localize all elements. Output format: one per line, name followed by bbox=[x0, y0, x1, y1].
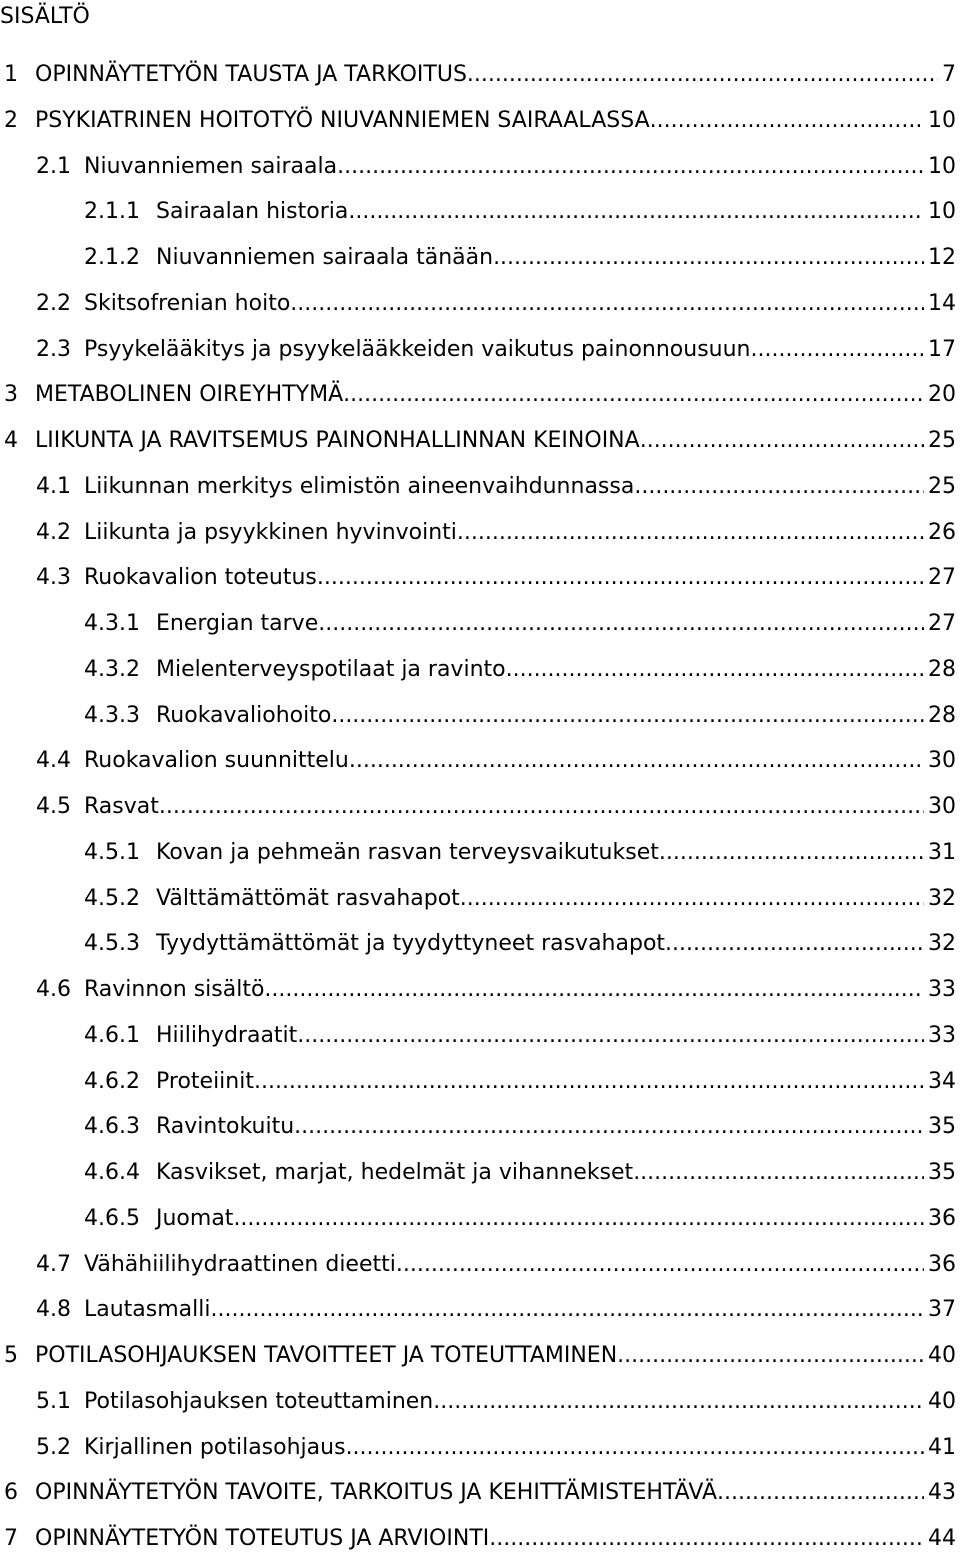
toc-entry-number: 2 bbox=[4, 107, 18, 133]
toc-entry-line bbox=[4, 372, 956, 418]
toc-entry-number: 6 bbox=[4, 1480, 18, 1506]
toc-heading: SISÄLTÖ bbox=[0, 4, 90, 29]
toc-dot-leader bbox=[337, 144, 924, 190]
toc-entry[interactable] bbox=[0, 1470, 960, 1516]
toc-entry-number: 4.6.2 bbox=[84, 1068, 140, 1094]
toc-entry-line bbox=[84, 1104, 956, 1150]
toc-entry-title: Ruokavalion suunnittelu bbox=[84, 748, 349, 774]
toc-entry-number: 4.7 bbox=[36, 1251, 71, 1277]
toc-entry-number: 4.8 bbox=[36, 1297, 71, 1323]
toc-entry[interactable] bbox=[0, 601, 960, 647]
toc-entry-number: 5.1 bbox=[36, 1388, 71, 1414]
toc-entry-page-number: 32 bbox=[928, 885, 956, 911]
toc-entry-title: Sairaalan historia bbox=[156, 199, 349, 225]
toc-entry-page-number: 34 bbox=[928, 1068, 956, 1094]
toc-entry-page-number: 10 bbox=[928, 153, 956, 179]
toc-entry-title: Niuvanniemen sairaala bbox=[84, 153, 338, 179]
toc-entry-number: 7 bbox=[4, 1526, 18, 1551]
toc-entry-page-number: 17 bbox=[928, 336, 956, 362]
toc-dot-leader bbox=[290, 281, 924, 327]
toc-entry-page-number: 30 bbox=[928, 794, 956, 819]
toc-entry-title: Lautasmalli bbox=[84, 1297, 211, 1323]
toc-entry-line bbox=[84, 830, 956, 876]
toc-entry[interactable] bbox=[0, 464, 960, 510]
toc-entry-number: 5 bbox=[4, 1343, 18, 1368]
toc-entry-number: 4.6.4 bbox=[84, 1160, 140, 1185]
toc-entry-line bbox=[4, 418, 956, 464]
toc-entry-number: 4.2 bbox=[36, 519, 71, 545]
toc-entry[interactable] bbox=[0, 1425, 960, 1471]
toc-entry[interactable] bbox=[0, 1013, 960, 1059]
toc-entry-number: 2.1.1 bbox=[84, 199, 140, 225]
toc-entry[interactable] bbox=[0, 830, 960, 876]
toc-entry[interactable] bbox=[0, 921, 960, 967]
toc-entry[interactable] bbox=[0, 647, 960, 693]
toc-entry[interactable] bbox=[0, 418, 960, 464]
toc-entry-page-number: 31 bbox=[928, 839, 956, 865]
toc-entry[interactable] bbox=[0, 1287, 960, 1333]
toc-dot-leader bbox=[348, 189, 924, 235]
toc-entry-title: Hiilihydraatit bbox=[156, 1022, 298, 1048]
toc-entry-number: 1 bbox=[4, 62, 18, 87]
toc-entry-number: 4.5.3 bbox=[84, 931, 140, 957]
toc-entry-line bbox=[84, 189, 956, 235]
toc-entry-page-number: 25 bbox=[928, 428, 956, 453]
toc-dot-leader bbox=[650, 98, 924, 144]
toc-entry[interactable] bbox=[0, 1333, 960, 1379]
toc-entry-page-number: 35 bbox=[928, 1114, 956, 1140]
toc-entry[interactable] bbox=[0, 1516, 960, 1562]
toc-entry-page-number: 28 bbox=[928, 702, 956, 728]
toc-entry[interactable] bbox=[0, 372, 960, 418]
toc-entry-page-number: 30 bbox=[928, 748, 956, 774]
toc-entry-line bbox=[84, 876, 956, 922]
toc-entry[interactable] bbox=[0, 235, 960, 281]
toc-entry-title: Juomat bbox=[156, 1205, 234, 1231]
toc-entry-line bbox=[36, 1287, 956, 1333]
toc-entry-line bbox=[36, 510, 956, 556]
toc-entry-line bbox=[36, 784, 956, 830]
toc-entry-line bbox=[36, 1379, 956, 1425]
toc-entry-number: 2.1.2 bbox=[84, 245, 140, 270]
toc-entry-title: Välttämättömät rasvahapot bbox=[156, 885, 460, 911]
toc-entry-title: Proteiinit bbox=[156, 1068, 254, 1094]
toc-entry-page-number: 12 bbox=[928, 245, 956, 270]
toc-entry-title: Ravinnon sisältö bbox=[84, 977, 265, 1002]
toc-entry-line bbox=[4, 1470, 956, 1516]
toc-entry[interactable] bbox=[0, 876, 960, 922]
toc-dot-leader bbox=[457, 510, 924, 556]
toc-entry-title: Ruokavalion toteutus bbox=[84, 565, 317, 591]
toc-entry-line bbox=[36, 281, 956, 327]
toc-entry-number: 4.5.1 bbox=[84, 839, 140, 865]
toc-entry-page-number: 35 bbox=[928, 1160, 956, 1185]
toc-dot-leader bbox=[294, 1104, 924, 1150]
toc-dot-leader bbox=[396, 1242, 924, 1288]
toc-dot-leader bbox=[159, 784, 924, 830]
toc-entry[interactable] bbox=[0, 1150, 960, 1196]
toc-entry-number: 2.3 bbox=[36, 336, 71, 362]
toc-entry-title: PSYKIATRINEN HOITOTYÖ NIUVANNIEMEN SAIRAALASSA bbox=[35, 107, 650, 133]
toc-entry-number: 4.6.1 bbox=[84, 1022, 140, 1048]
toc-entry-line bbox=[84, 921, 956, 967]
toc-entry-title: Ruokavaliohoito bbox=[156, 702, 332, 728]
toc-entry-number: 2.1 bbox=[36, 153, 71, 179]
toc-entry-title: OPINNÄYTETYÖN TAVOITE, TARKOITUS JA KEHITTÄMISTEHTÄVÄ bbox=[35, 1480, 718, 1506]
toc-entry[interactable] bbox=[0, 1059, 960, 1105]
toc-entry-line bbox=[84, 647, 956, 693]
toc-entry-page-number: 44 bbox=[928, 1526, 956, 1551]
toc-entry-page-number: 33 bbox=[928, 977, 956, 1002]
toc-entry-line bbox=[4, 52, 956, 98]
toc-entry-line bbox=[36, 464, 956, 510]
toc-dot-leader bbox=[717, 1470, 924, 1516]
toc-entry-page-number: 26 bbox=[928, 519, 956, 545]
toc-entry-page-number: 10 bbox=[928, 199, 956, 225]
toc-list bbox=[0, 52, 960, 1562]
toc-entry-title: Kovan ja pehmeän rasvan terveysvaikutukset bbox=[156, 839, 659, 865]
toc-entry-number: 4.6.5 bbox=[84, 1205, 140, 1231]
toc-entry-page-number: 14 bbox=[928, 290, 956, 316]
toc-entry-page-number: 27 bbox=[928, 611, 956, 636]
toc-entry-number: 4 bbox=[4, 428, 18, 453]
toc-entry-line bbox=[84, 1059, 956, 1105]
toc-entry-number: 3 bbox=[4, 382, 18, 408]
toc-entry-number: 4.5.2 bbox=[84, 885, 140, 911]
toc-entry-line bbox=[84, 693, 956, 739]
toc-dot-leader bbox=[659, 830, 924, 876]
toc-entry[interactable] bbox=[0, 510, 960, 556]
toc-entry-page-number: 36 bbox=[928, 1205, 956, 1231]
toc-dot-leader bbox=[617, 1333, 924, 1379]
toc-dot-leader bbox=[254, 1059, 924, 1105]
toc-dot-leader bbox=[493, 235, 924, 281]
toc-entry-page-number: 36 bbox=[928, 1251, 956, 1277]
toc-entry-title: Tyydyttämättömät ja tyydyttyneet rasvahapot bbox=[156, 931, 666, 957]
toc-entry-line bbox=[36, 144, 956, 190]
toc-entry-title: Ravintokuitu bbox=[156, 1114, 295, 1140]
toc-entry-title: Energian tarve bbox=[156, 611, 319, 636]
toc-entry[interactable] bbox=[0, 967, 960, 1013]
toc-entry-number: 4.6 bbox=[36, 977, 71, 1002]
toc-entry-line bbox=[84, 601, 956, 647]
toc-entry-line bbox=[36, 1242, 956, 1288]
toc-entry-number: 2.2 bbox=[36, 290, 71, 316]
toc-entry-page-number: 27 bbox=[928, 565, 956, 591]
toc-dot-leader bbox=[264, 967, 924, 1013]
toc-dot-leader bbox=[343, 372, 924, 418]
toc-entry-line bbox=[4, 1333, 956, 1379]
toc-entry-line bbox=[4, 98, 956, 144]
toc-dot-leader bbox=[233, 1196, 924, 1242]
toc-entry-page-number: 32 bbox=[928, 931, 956, 957]
toc-entry-page-number: 40 bbox=[928, 1343, 956, 1368]
toc-dot-leader bbox=[433, 1379, 924, 1425]
toc-entry-line bbox=[84, 1013, 956, 1059]
toc-entry[interactable] bbox=[0, 327, 960, 373]
toc-entry-page-number: 20 bbox=[928, 382, 956, 408]
toc-entry-title: LIIKUNTA JA RAVITSEMUS PAINONHALLINNAN KEINOINA bbox=[35, 428, 640, 453]
toc-entry-page-number: 37 bbox=[928, 1297, 956, 1323]
toc-entry-page-number: 28 bbox=[928, 656, 956, 682]
toc-entry[interactable] bbox=[0, 738, 960, 784]
toc-dot-leader bbox=[317, 555, 924, 601]
toc-entry-number: 4.6.3 bbox=[84, 1114, 140, 1140]
toc-dot-leader bbox=[331, 693, 924, 739]
toc-entry-number: 4.3.3 bbox=[84, 702, 140, 728]
toc-entry-title: POTILASOHJAUKSEN TAVOITTEET JA TOTEUTTAMINEN bbox=[35, 1343, 618, 1368]
toc-entry-line bbox=[36, 1425, 956, 1471]
toc-entry[interactable] bbox=[0, 1196, 960, 1242]
toc-entry-line bbox=[36, 738, 956, 784]
toc-entry-title: Kasvikset, marjat, hedelmät ja vihannekset bbox=[156, 1160, 634, 1185]
toc-entry-title: Liikunnan merkitys elimistön aineenvaihdunnassa bbox=[84, 473, 635, 499]
toc-entry-page-number: 40 bbox=[928, 1388, 956, 1414]
toc-entry-number: 4.3.1 bbox=[84, 611, 140, 636]
toc-entry-title: Niuvanniemen sairaala tänään bbox=[156, 245, 494, 270]
toc-entry-line bbox=[84, 235, 956, 281]
toc-entry-number: 5.2 bbox=[36, 1434, 71, 1460]
toc-entry-title: Mielenterveyspotilaat ja ravinto bbox=[156, 656, 506, 682]
toc-dot-leader bbox=[349, 738, 924, 784]
toc-entry[interactable] bbox=[0, 52, 960, 98]
toc-entry-line bbox=[36, 967, 956, 1013]
toc-entry[interactable] bbox=[0, 144, 960, 190]
toc-dot-leader bbox=[318, 601, 924, 647]
toc-entry-page-number: 33 bbox=[928, 1022, 956, 1048]
toc-entry-line bbox=[84, 1150, 956, 1196]
toc-entry-title: METABOLINEN OIREYHTYMÄ bbox=[35, 382, 344, 408]
toc-dot-leader bbox=[346, 1425, 924, 1471]
toc-entry[interactable] bbox=[0, 555, 960, 601]
toc-entry-title: Vähähiilihydraattinen dieetti bbox=[84, 1251, 396, 1277]
toc-entry-title: Liikunta ja psyykkinen hyvinvointi bbox=[84, 519, 457, 545]
toc-entry-line bbox=[36, 327, 956, 373]
toc-dot-leader bbox=[467, 52, 938, 98]
toc-entry-title: Skitsofrenian hoito bbox=[84, 290, 291, 316]
toc-entry[interactable] bbox=[0, 189, 960, 235]
toc-entry-page-number: 25 bbox=[928, 473, 956, 499]
toc-entry-number: 4.3 bbox=[36, 565, 71, 591]
toc-entry[interactable] bbox=[0, 693, 960, 739]
toc-dot-leader bbox=[751, 327, 925, 373]
toc-entry-title: OPINNÄYTETYÖN TAUSTA JA TARKOITUS bbox=[35, 62, 467, 87]
toc-entry-number: 4.5 bbox=[36, 794, 71, 819]
toc-entry-title: Rasvat bbox=[84, 794, 159, 819]
toc-entry[interactable] bbox=[0, 1242, 960, 1288]
toc-dot-leader bbox=[211, 1287, 925, 1333]
toc-entry-title: Potilasohjauksen toteuttaminen bbox=[84, 1388, 434, 1414]
toc-dot-leader bbox=[297, 1013, 924, 1059]
toc-entry-line bbox=[84, 1196, 956, 1242]
toc-entry-title: Kirjallinen potilasohjaus bbox=[84, 1434, 346, 1460]
toc-entry-page-number: 43 bbox=[928, 1480, 956, 1506]
toc-dot-leader bbox=[665, 921, 924, 967]
toc-dot-leader bbox=[506, 647, 924, 693]
toc-entry-number: 4.4 bbox=[36, 748, 71, 774]
toc-entry[interactable] bbox=[0, 784, 960, 830]
toc-entry-line bbox=[36, 555, 956, 601]
toc-entry-number: 4.3.2 bbox=[84, 656, 140, 682]
toc-entry[interactable] bbox=[0, 1379, 960, 1425]
toc-entry[interactable] bbox=[0, 98, 960, 144]
toc-entry-page-number: 41 bbox=[928, 1434, 956, 1460]
toc-entry-number: 4.1 bbox=[36, 473, 71, 499]
toc-entry-page-number: 7 bbox=[942, 62, 956, 87]
toc-entry[interactable] bbox=[0, 1104, 960, 1150]
toc-dot-leader bbox=[640, 418, 924, 464]
toc-entry-page-number: 10 bbox=[928, 107, 956, 133]
toc-dot-leader bbox=[460, 876, 924, 922]
toc-entry[interactable] bbox=[0, 281, 960, 327]
toc-dot-leader bbox=[489, 1516, 924, 1562]
toc-entry-title: Psyykelääkitys ja psyykelääkkeiden vaikutus painonnousuun bbox=[84, 336, 751, 362]
toc-entry-title: OPINNÄYTETYÖN TOTEUTUS JA ARVIOINTI bbox=[35, 1526, 490, 1551]
toc-entry-line bbox=[4, 1516, 956, 1562]
toc-dot-leader bbox=[633, 1150, 924, 1196]
toc-dot-leader bbox=[634, 464, 924, 510]
